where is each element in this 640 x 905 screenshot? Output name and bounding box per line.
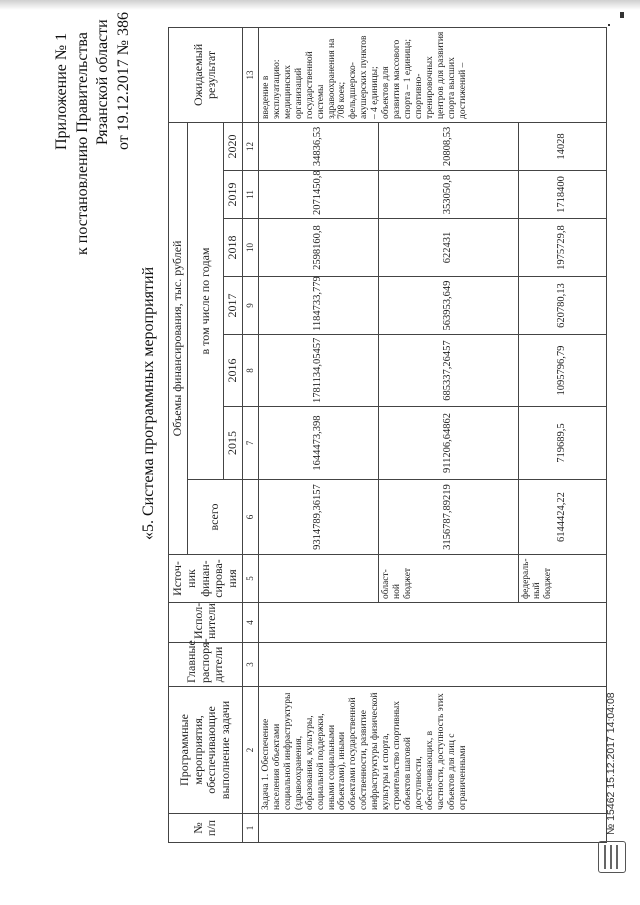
total-cell: 3156787,89219 xyxy=(378,480,518,555)
year-value-cell: 622431 xyxy=(378,219,518,277)
column-number: 9 xyxy=(242,277,258,335)
task-description: Задача 1. Обеспечение населения объектами социальной инфраструктуры (здравоохранения, образования, культуры, социальной поддержки, иными социальными объектами), иными объектами государственной собственности, развитие инфраструктуры физической культуры и спорта, строительство спортивных объектов шаговой доступности, обеспечивающих, в частности, доступность этих объектов для лиц с ограниченными xyxy=(258,687,606,814)
header-source: Источ-ник финан-сирова-ния xyxy=(169,555,243,603)
managers-cell xyxy=(258,643,606,687)
header-result: Ожидаемый результат xyxy=(169,27,243,122)
year-value-cell: 34836,53 xyxy=(258,122,378,170)
column-number: 2 xyxy=(242,687,258,814)
header-executors: Испол-нители xyxy=(169,603,243,643)
header-year: 2017 xyxy=(224,277,243,335)
year-value-cell: 1975729,8 xyxy=(518,219,606,277)
year-value-cell: 1781134,05457 xyxy=(258,335,378,407)
column-number: 4 xyxy=(242,603,258,643)
header-measures: Программные мероприятия, обеспечивающие выполнение задачи xyxy=(169,687,243,814)
header-year: 2019 xyxy=(224,171,243,219)
source-cell: област-ной бюджет xyxy=(378,555,518,603)
header-year: 2016 xyxy=(224,335,243,407)
registration-stamp: № 15462 15.12.2017 14:04:08 xyxy=(605,692,617,835)
header-line-3: Рязанской области xyxy=(94,19,111,145)
year-value-cell: 353050,8 xyxy=(378,171,518,219)
registration-stamp-icon xyxy=(598,841,626,873)
column-number: 11 xyxy=(242,171,258,219)
column-number: 10 xyxy=(242,219,258,277)
header-line-4: от 19.12.2017 № 386 xyxy=(115,11,132,150)
year-value-cell: 563953,649 xyxy=(378,277,518,335)
year-value-cell: 14028 xyxy=(518,122,606,170)
total-cell: 6144424,22 xyxy=(518,480,606,555)
header-line-2: к постановлению Правительства xyxy=(74,32,91,255)
year-value-cell: 1718400 xyxy=(518,171,606,219)
year-value-cell: 1644473,398 xyxy=(258,407,378,480)
column-number: 6 xyxy=(242,480,258,555)
column-number: 7 xyxy=(242,407,258,480)
header-by-years: в том числе по годам xyxy=(187,122,223,479)
expected-result: введение в эксплуатацию: медицинских организаций государственной системы здравоохранения на 708 коек; фельдшерско-акушерских пунктов – 4 единицы; объектов для развития массового спорта – 1 единица; спортивно-тренировочных центров для развития спорта высших достижений – xyxy=(258,27,606,122)
year-value-cell: 719689,5 xyxy=(518,407,606,480)
program-measures-table xyxy=(168,27,607,843)
header-managers: Главные распоря-дители xyxy=(169,643,243,687)
row-number-cell xyxy=(258,814,606,843)
year-value-cell: 1184733,779 xyxy=(258,277,378,335)
year-value-cell: 620780,13 xyxy=(518,277,606,335)
header-year: 2015 xyxy=(224,407,243,480)
header-year: 2018 xyxy=(224,219,243,277)
year-value-cell: 20808,53 xyxy=(378,122,518,170)
header-funding: Объемы финансирования, тыс. рублей xyxy=(169,122,188,554)
column-number: 12 xyxy=(242,122,258,170)
column-number-row xyxy=(242,27,258,842)
column-number: 13 xyxy=(242,27,258,122)
section-title: «5. Система программных мероприятий xyxy=(140,266,157,540)
executors-cell xyxy=(258,603,606,643)
year-value-cell: 911206,64862 xyxy=(378,407,518,480)
table-row xyxy=(258,27,378,842)
header-year: 2020 xyxy=(224,122,243,170)
header-no: № п/п xyxy=(169,814,243,843)
column-number: 5 xyxy=(242,555,258,603)
column-number: 1 xyxy=(242,814,258,843)
column-number: 3 xyxy=(242,643,258,687)
header-total: всего xyxy=(187,480,242,555)
header-line-1: Приложение № 1 xyxy=(53,32,70,150)
total-cell: 9314789,36157 xyxy=(258,480,378,555)
year-value-cell: 1095796,79 xyxy=(518,335,606,407)
year-value-cell: 2598160,8 xyxy=(258,219,378,277)
year-value-cell: 685337,26457 xyxy=(378,335,518,407)
source-cell: федераль-ный бюджет xyxy=(518,555,606,603)
column-number: 8 xyxy=(242,335,258,407)
source-cell xyxy=(258,555,378,603)
year-value-cell: 2071450,8 xyxy=(258,171,378,219)
